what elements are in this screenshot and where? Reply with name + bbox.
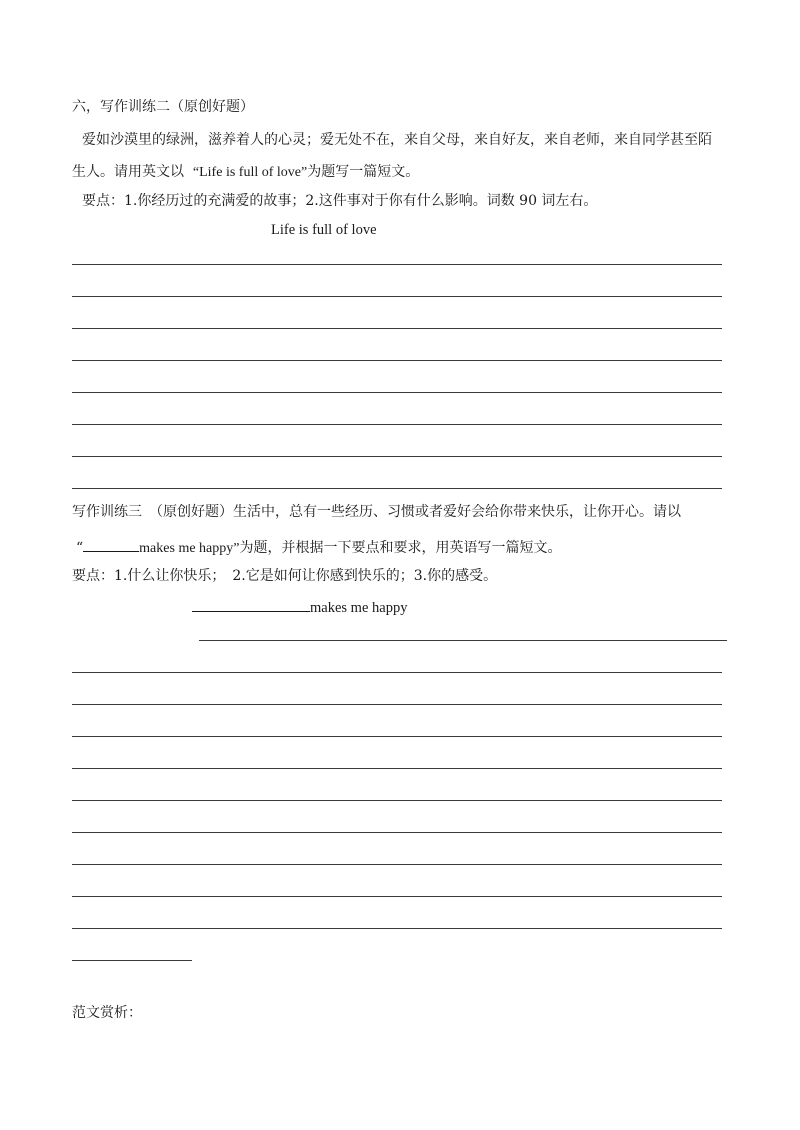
writing-line[interactable] [72,960,192,961]
writing-line[interactable] [72,704,722,705]
writing-line[interactable] [72,800,722,801]
writing-line[interactable] [72,360,722,361]
essay-topic: “Life is full of love” [192,165,308,180]
writing-line[interactable] [72,296,722,297]
requirement-points: 要点：1.什么让你快乐； 2.它是如何让你感到快乐的；3.你的感受。 [72,568,498,584]
essay-topic: makes me happy” [139,541,240,556]
writing-line[interactable] [72,864,722,865]
essay-title: Life is full of love [271,222,377,238]
prompt-line: 爱如沙漠里的绿洲，滋养着人的心灵；爱无处不在，来自父母，来自好友，来自老师，来自同学甚至陌 [82,132,712,148]
prompt-line [76,537,561,558]
prompt-line: 写作训练三 （原创好题）生活中，总有一些经历、习惯或者爱好会给你带来快乐，让你开心。请以 [72,504,681,520]
writing-line[interactable] [199,640,727,641]
writing-line[interactable] [72,832,722,833]
writing-line[interactable] [72,928,722,929]
prompt-text: 生人。请用英文以 [72,164,184,180]
open-quote: “ [76,540,84,556]
prompt-text: 为题写一篇短文。 [307,164,420,180]
model-essay-label: 范文赏析： [72,1005,142,1021]
writing-line[interactable] [72,264,722,265]
writing-line[interactable] [72,488,722,489]
writing-line[interactable] [72,456,722,457]
section-heading: 六，写作训练二（原创好题） [72,99,254,115]
prompt-text: 为题，并根据一下要点和要求，用英语写一篇短文。 [239,540,562,556]
writing-line[interactable] [72,392,722,393]
fill-blank[interactable] [83,537,139,552]
writing-line[interactable] [72,736,722,737]
essay-title [192,597,407,617]
writing-line[interactable] [72,328,722,329]
writing-line[interactable] [72,768,722,769]
requirement-points: 要点：1.你经历过的充满爱的故事；2.这件事对于你有什么影响。词数 90 词左右。 [82,193,598,209]
title-text: makes me happy [310,600,408,616]
prompt-line [72,163,419,182]
title-blank[interactable] [192,597,310,612]
writing-line[interactable] [72,896,722,897]
writing-line[interactable] [72,672,722,673]
writing-line[interactable] [72,424,722,425]
